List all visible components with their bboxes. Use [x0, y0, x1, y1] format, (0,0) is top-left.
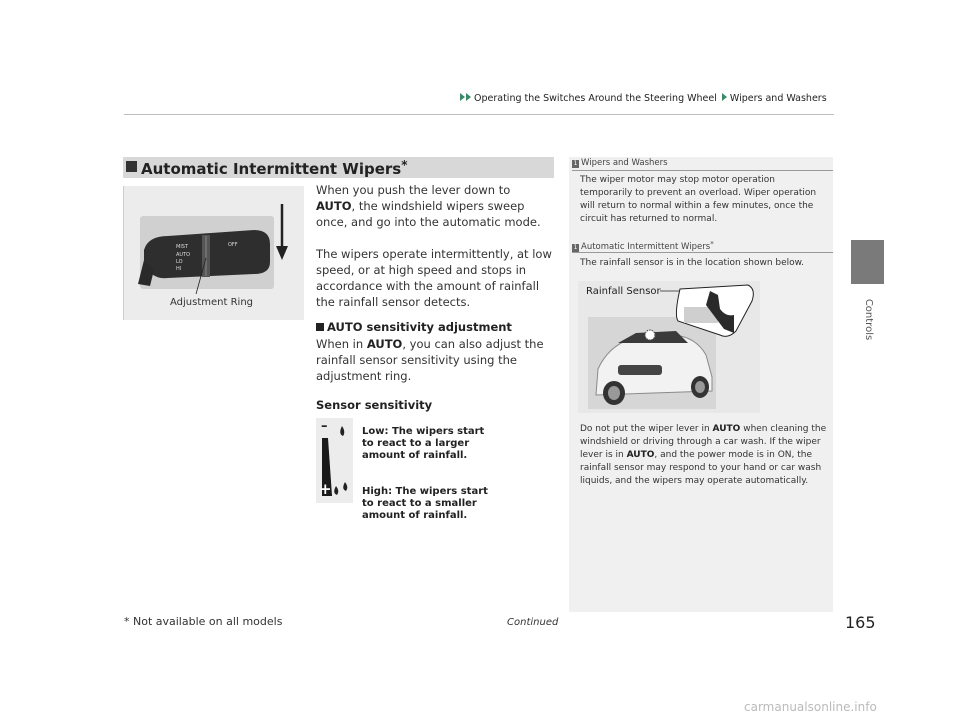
high-sensitivity-text: High: The wipers start to react to a smaller amount of rainfall. — [362, 486, 488, 521]
header-divider — [124, 114, 834, 115]
chapter-tab — [851, 240, 884, 284]
paragraph-operation: The wipers operate intermittently, at low speed, or at high speed and stops in accordance with the amount of rainfall the rainfall sensor detects. — [316, 247, 552, 309]
figure-caption: Adjustment Ring — [170, 297, 254, 308]
lever-label: HI — [176, 266, 182, 272]
rainfall-sensor-label: Rainfall Sensor — [586, 286, 661, 297]
wiper-lever-figure — [123, 186, 304, 320]
watermark: carmanualsonline.info — [744, 700, 877, 714]
bullet-square-icon — [316, 323, 324, 331]
breadcrumb — [460, 93, 827, 104]
footnote: * Not available on all models — [124, 615, 283, 628]
arrow-icon — [722, 93, 727, 101]
note-wiper-motor: The wiper motor may stop motor operation temporarily to prevent an overload. Wiper operation will return to normal within a few minutes, once the circuit has returned to normal. — [580, 175, 817, 224]
breadcrumb-item: Wipers and Washers — [729, 93, 827, 104]
breadcrumb-item: Operating the Switches Around the Steering Wheel — [474, 93, 717, 104]
note-header-wipers: 1 Wipers and Washers — [573, 158, 668, 168]
continued-label: Continued — [507, 617, 559, 628]
lever-label: AUTO — [176, 252, 191, 258]
lever-label: OFF — [228, 242, 238, 248]
lever-label: MIST — [176, 244, 189, 250]
low-sensitivity-text: Low: The wipers start to react to a larger amount of rainfall. — [362, 426, 485, 461]
subheading-sensitivity: AUTO sensitivity adjustment — [316, 320, 512, 334]
page-number: 165 — [845, 613, 876, 632]
high-symbol: + — [319, 480, 332, 498]
section-header — [123, 157, 554, 178]
paragraph-push-auto: When you push the lever down to AUTO, the windshield wipers sweep once, and go into the automatic mode. — [316, 183, 541, 229]
lever-label: LO — [176, 259, 183, 265]
paragraph-adjust: When in AUTO, you can also adjust the rainfall sensor sensitivity using the adjustment ring. — [316, 337, 544, 383]
note-sensor-location: The rainfall sensor is in the location shown below. — [580, 258, 805, 268]
note-index-icon: 1 — [573, 244, 578, 251]
car-illustration — [578, 281, 760, 413]
sensor-sensitivity-heading: Sensor sensitivity — [316, 398, 433, 412]
rainfall-sensor-figure — [578, 281, 760, 413]
low-symbol: – — [321, 419, 328, 434]
section-title: Automatic Intermittent Wipers* — [141, 158, 408, 178]
note-car-wash-warning: Do not put the wiper lever in AUTO when cleaning the windshield or driving through a car wash. If the wiper lever is in AUTO, and the power mode is in ON, the rainfall sensor may respond to your hand or car wash liquids, and the wipers may operate automatically. — [580, 424, 827, 486]
note-divider — [572, 252, 833, 253]
note-header-auto: 1 Automatic Intermittent Wipers* — [573, 240, 714, 252]
sensitivity-figure — [316, 418, 353, 503]
chapter-tab-label: Controls — [863, 298, 875, 341]
arrow-icon — [466, 93, 471, 101]
arrow-icon — [460, 93, 465, 101]
section-square-icon — [126, 161, 137, 172]
note-index-icon: 1 — [573, 160, 578, 167]
note-divider — [572, 170, 833, 171]
